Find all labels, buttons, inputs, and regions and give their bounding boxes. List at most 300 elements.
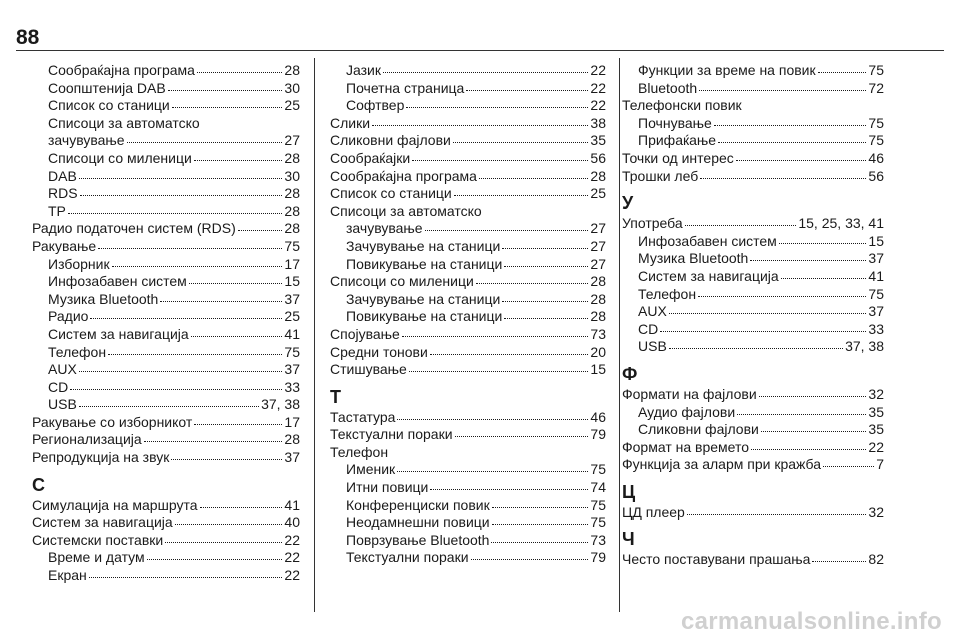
dot-leader: [144, 440, 283, 442]
index-entry: [32, 449, 300, 467]
dot-leader: [200, 506, 283, 508]
page-ref: 32: [868, 503, 884, 520]
page-ref: 41: [284, 496, 300, 513]
index-entry: [622, 233, 884, 251]
column-divider-2: [619, 58, 620, 612]
page-number: 88: [16, 26, 40, 49]
index-term: Ракување со изборникот: [32, 413, 193, 430]
index-entry: [32, 185, 300, 203]
page-ref: 41: [868, 267, 884, 284]
dot-leader: [98, 247, 282, 249]
index-entry: [622, 215, 884, 233]
page-ref: 28: [590, 290, 606, 307]
dot-leader: [79, 370, 283, 372]
index-entry: [330, 220, 606, 238]
page-ref: 27: [590, 255, 606, 272]
index-term: Аудио фајлови: [638, 403, 736, 420]
index-entry: [330, 291, 606, 309]
index-term: Зачувување на станици: [346, 237, 501, 254]
index-term: Сообраќајна програма: [48, 62, 195, 78]
page-ref: 79: [590, 549, 606, 566]
index-term: Функција за аларм при кражба: [622, 456, 822, 473]
dot-leader: [89, 576, 283, 578]
page-ref: 72: [868, 79, 884, 96]
page-ref: 28: [284, 62, 300, 78]
index-term: USB: [638, 338, 667, 355]
index-entry: [622, 456, 884, 474]
dot-leader: [699, 89, 866, 91]
page-ref: 38: [590, 114, 606, 131]
page-ref: 75: [868, 114, 884, 131]
index-entry: [32, 549, 300, 567]
page-ref: 79: [590, 426, 606, 443]
dot-leader: [492, 506, 589, 508]
index-term: Формати на фајлови: [622, 385, 757, 402]
index-entry: [32, 431, 300, 449]
index-column-1: [32, 62, 300, 585]
index-term: Време и датум: [48, 549, 145, 566]
dot-leader: [714, 124, 867, 126]
dot-leader: [112, 265, 283, 267]
index-entry: [32, 396, 300, 414]
index-entry: [32, 256, 300, 274]
page-ref: 74: [590, 479, 606, 496]
page-ref: 37: [284, 290, 300, 307]
index-entry: [622, 321, 884, 339]
index-term: Системски поставки: [32, 531, 164, 548]
page-ref: 22: [284, 549, 300, 566]
page-ref: 75: [590, 496, 606, 513]
dot-leader: [194, 159, 283, 161]
page-ref: 25: [590, 185, 606, 202]
page-ref: 30: [284, 79, 300, 96]
index-entry: [622, 551, 884, 569]
page-ref: 41: [284, 325, 300, 342]
index-entry: [32, 132, 300, 150]
index-term: Стишување: [330, 361, 407, 378]
dot-leader: [818, 71, 867, 73]
index-entry: [330, 185, 606, 203]
index-term: Повикување на станици: [346, 255, 503, 272]
page-ref: 32: [868, 385, 884, 402]
dot-leader: [197, 71, 282, 73]
index-term: ЦД плеер: [622, 503, 685, 520]
dot-leader: [454, 194, 589, 196]
index-entry: [32, 273, 300, 291]
dot-leader: [502, 247, 588, 249]
index-entry: [32, 326, 300, 344]
index-term: Текстуални пораки: [346, 549, 469, 566]
index-entry: [32, 344, 300, 362]
index-entry: [622, 62, 884, 80]
index-term: Телефон: [48, 343, 107, 360]
page-ref: 37: [868, 303, 884, 320]
index-term: Именик: [346, 461, 396, 478]
index-entry: [330, 426, 606, 444]
index-entry: [32, 308, 300, 326]
index-term: Изборник: [48, 255, 110, 272]
dot-leader: [466, 89, 588, 91]
page-ref: 46: [868, 149, 884, 166]
dot-leader: [471, 558, 589, 560]
dot-leader: [194, 423, 282, 425]
index-entry: [32, 220, 300, 238]
index-entry: [330, 132, 606, 150]
index-term: Јазик: [346, 62, 381, 78]
index-entry: [330, 168, 606, 186]
page-ref: 75: [284, 237, 300, 254]
index-entry: [622, 504, 884, 522]
index-term: Телефон: [638, 285, 697, 302]
page-ref: 28: [284, 220, 300, 237]
dot-leader: [191, 335, 283, 337]
dot-leader: [812, 560, 866, 562]
index-entry: [330, 514, 606, 532]
dot-leader: [409, 370, 589, 372]
dot-leader: [90, 317, 282, 319]
index-entry: [330, 80, 606, 98]
index-term: Често поставувани прашања: [622, 551, 811, 568]
dot-leader: [476, 282, 589, 284]
dot-leader: [383, 71, 588, 73]
index-entry: [32, 62, 300, 80]
index-entry: [330, 308, 606, 326]
dot-leader: [759, 395, 867, 397]
dot-leader: [147, 558, 283, 560]
dot-leader: [168, 89, 283, 91]
index-heading: Телефонски повик: [622, 97, 742, 114]
dot-leader: [238, 229, 283, 231]
page-ref: 22: [284, 567, 300, 584]
index-entry: [330, 238, 606, 256]
dot-leader: [685, 224, 797, 226]
dot-leader: [165, 541, 282, 543]
index-entry: [32, 414, 300, 432]
dot-leader: [160, 300, 282, 302]
page-ref: 73: [590, 325, 606, 342]
page-ref: 35: [868, 403, 884, 420]
page-ref: 15: [284, 273, 300, 290]
index-term: Употреба: [622, 215, 683, 232]
index-term: RDS: [48, 185, 78, 202]
index-term: AUX: [48, 361, 77, 378]
index-entry: [32, 168, 300, 186]
index-entry: [330, 273, 606, 291]
page-ref: 28: [284, 185, 300, 202]
index-term: Радио податочен систем (RDS): [32, 220, 236, 237]
page-ref: 7: [876, 456, 884, 473]
page-ref: 27: [284, 132, 300, 149]
index-term: зачувување: [48, 132, 125, 149]
dot-leader: [736, 159, 867, 161]
dot-leader: [479, 177, 588, 179]
dot-leader: [171, 458, 282, 460]
index-column-2: [330, 62, 606, 567]
dot-leader: [491, 541, 588, 543]
index-entry: [622, 268, 884, 286]
index-term: Формат на времето: [622, 438, 750, 455]
page-ref: 73: [590, 531, 606, 548]
index-column-3: [622, 62, 884, 569]
page-ref: 20: [590, 343, 606, 360]
index-term: Список со станици: [330, 185, 452, 202]
dot-leader: [669, 347, 843, 349]
dot-leader: [68, 212, 283, 214]
page-ref: 40: [284, 514, 300, 531]
page-ref: 15: [590, 361, 606, 378]
page-ref: 82: [868, 551, 884, 568]
index-term: CD: [638, 320, 659, 337]
dot-leader: [761, 430, 867, 432]
dot-leader: [502, 300, 588, 302]
index-term: Соопштенија DAB: [48, 79, 166, 96]
page-ref: 75: [590, 514, 606, 531]
index-entry: [330, 461, 606, 479]
page-ref: 75: [868, 62, 884, 78]
dot-leader: [372, 124, 588, 126]
index-term: Bluetooth: [638, 79, 698, 96]
dot-leader: [750, 259, 866, 261]
section-letter: Ц: [622, 481, 636, 502]
dot-leader: [402, 335, 589, 337]
page-ref: 75: [284, 343, 300, 360]
dot-leader: [189, 282, 283, 284]
index-heading: Списоци за автоматско: [330, 202, 482, 219]
page-ref: 17: [284, 255, 300, 272]
index-term: Сообраќајки: [330, 149, 411, 166]
index-term: Сликовни фајлови: [638, 421, 759, 438]
index-term: Функции за време на повик: [638, 62, 816, 78]
index-entry: [330, 532, 606, 550]
index-entry: [622, 150, 884, 168]
dot-leader: [127, 141, 283, 143]
index-entry: [330, 549, 606, 567]
dot-leader: [430, 488, 588, 490]
dot-leader: [687, 513, 867, 515]
index-entry: [622, 286, 884, 304]
section-letter: Т: [330, 386, 341, 407]
index-term: DAB: [48, 167, 77, 184]
index-entry: [622, 115, 884, 133]
page-ref: 37: [284, 449, 300, 466]
index-entry: [330, 150, 606, 168]
index-term: Трошки леб: [622, 167, 699, 184]
page-ref: 28: [284, 149, 300, 166]
page-ref: 17: [284, 413, 300, 430]
index-term: Повикување на станици: [346, 308, 503, 325]
dot-leader: [781, 277, 867, 279]
column-divider-1: [314, 58, 315, 612]
dot-leader: [406, 106, 588, 108]
dot-leader: [397, 470, 588, 472]
page-ref: 37: [284, 361, 300, 378]
index-entry: [622, 303, 884, 321]
index-term: Зачувување на станици: [346, 290, 501, 307]
dot-leader: [430, 353, 589, 355]
dot-leader: [397, 418, 588, 420]
index-entry: [622, 338, 884, 356]
page-ref: 75: [868, 132, 884, 149]
page-ref: 22: [284, 531, 300, 548]
dot-leader: [79, 177, 283, 179]
dot-leader: [492, 523, 589, 525]
index-entry: [622, 386, 884, 404]
section-letter: Ф: [622, 363, 638, 384]
index-term: Систем за навигација: [48, 325, 189, 342]
index-term: Инфозабавен систем: [48, 273, 187, 290]
page-ref: 37, 38: [261, 396, 300, 413]
index-term: Средни тонови: [330, 343, 428, 360]
page-ref: 35: [590, 132, 606, 149]
page-ref: 37: [868, 250, 884, 267]
dot-leader: [425, 229, 589, 231]
dot-leader: [823, 465, 874, 467]
dot-leader: [504, 317, 588, 319]
page-ref: 37, 38: [845, 338, 884, 355]
index-entry: [622, 132, 884, 150]
dot-leader: [700, 177, 866, 179]
index-term: CD: [48, 378, 69, 395]
index-entry: [32, 238, 300, 256]
page-ref: 28: [284, 202, 300, 219]
index-term: Слики: [330, 114, 371, 131]
index-entry: [622, 404, 884, 422]
index-entry: [32, 361, 300, 379]
dot-leader: [718, 141, 866, 143]
page-ref: 22: [590, 79, 606, 96]
dot-leader: [79, 405, 259, 407]
index-term: Итни повици: [346, 479, 429, 496]
dot-leader: [453, 141, 589, 143]
index-term: Симулација на маршрута: [32, 496, 198, 513]
index-entry: [330, 115, 606, 133]
index-entry: [330, 344, 606, 362]
dot-leader: [779, 242, 867, 244]
index-term: Прифаќање: [638, 132, 717, 149]
watermark: carmanualsonline.info: [680, 608, 942, 635]
index-term: Почетна страница: [346, 79, 465, 96]
index-term: Сликовни фајлови: [330, 132, 451, 149]
index-entry: [622, 168, 884, 186]
dot-leader: [504, 265, 588, 267]
index-heading: Телефон: [330, 443, 389, 460]
page-ref: 22: [868, 438, 884, 455]
index-entry: [32, 567, 300, 585]
page-ref: 22: [590, 62, 606, 78]
index-entry: [330, 62, 606, 80]
index-term: зачувување: [346, 220, 423, 237]
index-term: Неодамнешни повици: [346, 514, 490, 531]
dot-leader: [455, 435, 589, 437]
section-letter: С: [32, 474, 45, 495]
dot-leader: [80, 194, 283, 196]
page-ref: 27: [590, 237, 606, 254]
index-term: Почнување: [638, 114, 712, 131]
page-ref: 46: [590, 408, 606, 425]
page-ref: 28: [284, 431, 300, 448]
index-term: Точки од интерес: [622, 149, 734, 166]
index-entry: [622, 250, 884, 268]
index-term: Систем за навигација: [638, 267, 779, 284]
index-entry: [330, 361, 606, 379]
page-ref: 28: [590, 308, 606, 325]
page-ref: 15, 25, 33, 41: [798, 215, 884, 232]
dot-leader: [108, 353, 282, 355]
index-term: Екран: [48, 567, 87, 584]
index-term: Спојување: [330, 325, 400, 342]
dot-leader: [172, 106, 283, 108]
page-ref: 28: [590, 273, 606, 290]
dot-leader: [737, 413, 866, 415]
index-entry: [622, 421, 884, 439]
index-term: TP: [48, 202, 66, 219]
index-term: Музика Bluetooth: [638, 250, 749, 267]
page-ref: 22: [590, 97, 606, 114]
index-term: Поврзување Bluetooth: [346, 531, 490, 548]
index-entry: [330, 497, 606, 515]
header-rule: [16, 50, 944, 51]
index-entry: [330, 326, 606, 344]
index-entry: [32, 97, 300, 115]
index-entry: [330, 409, 606, 427]
page-ref: 25: [284, 308, 300, 325]
index-entry: [32, 379, 300, 397]
page-ref: 33: [868, 320, 884, 337]
index-entry: [330, 97, 606, 115]
index-term: Конференциски повик: [346, 496, 490, 513]
index-term: Ракување: [32, 237, 97, 254]
index-term: USB: [48, 396, 77, 413]
index-entry: [32, 514, 300, 532]
index-term: Сообраќајна програма: [330, 167, 477, 184]
index-entry: [32, 80, 300, 98]
index-term: Списоци со миленици: [48, 149, 192, 166]
page-ref: 56: [868, 167, 884, 184]
index-entry: [622, 439, 884, 457]
page-ref: 33: [284, 378, 300, 395]
index-entry: [32, 203, 300, 221]
index-term: Текстуални пораки: [330, 426, 453, 443]
index-term: Репродукција на звук: [32, 449, 170, 466]
index-entry: [32, 150, 300, 168]
dot-leader: [669, 312, 867, 314]
index-entry: [32, 532, 300, 550]
dot-leader: [660, 330, 866, 332]
index-term: Софтвер: [346, 97, 405, 114]
index-entry: [32, 497, 300, 515]
dot-leader: [175, 523, 283, 525]
dot-leader: [412, 159, 588, 161]
page-ref: 75: [590, 461, 606, 478]
page-ref: 25: [284, 97, 300, 114]
index-term: Систем за навигација: [32, 514, 173, 531]
index-term: Тастатура: [330, 408, 396, 425]
dot-leader: [70, 388, 282, 390]
dot-leader: [751, 448, 866, 450]
page-ref: 28: [590, 167, 606, 184]
index-entry: [330, 256, 606, 274]
index-term: Инфозабавен систем: [638, 232, 777, 249]
index-term: AUX: [638, 303, 667, 320]
index-term: Радио: [48, 308, 89, 325]
index-entry: [330, 479, 606, 497]
page-ref: 30: [284, 167, 300, 184]
page-ref: 15: [868, 232, 884, 249]
section-letter: У: [622, 193, 634, 214]
page-ref: 75: [868, 285, 884, 302]
page-ref: 35: [868, 421, 884, 438]
dot-leader: [698, 295, 866, 297]
